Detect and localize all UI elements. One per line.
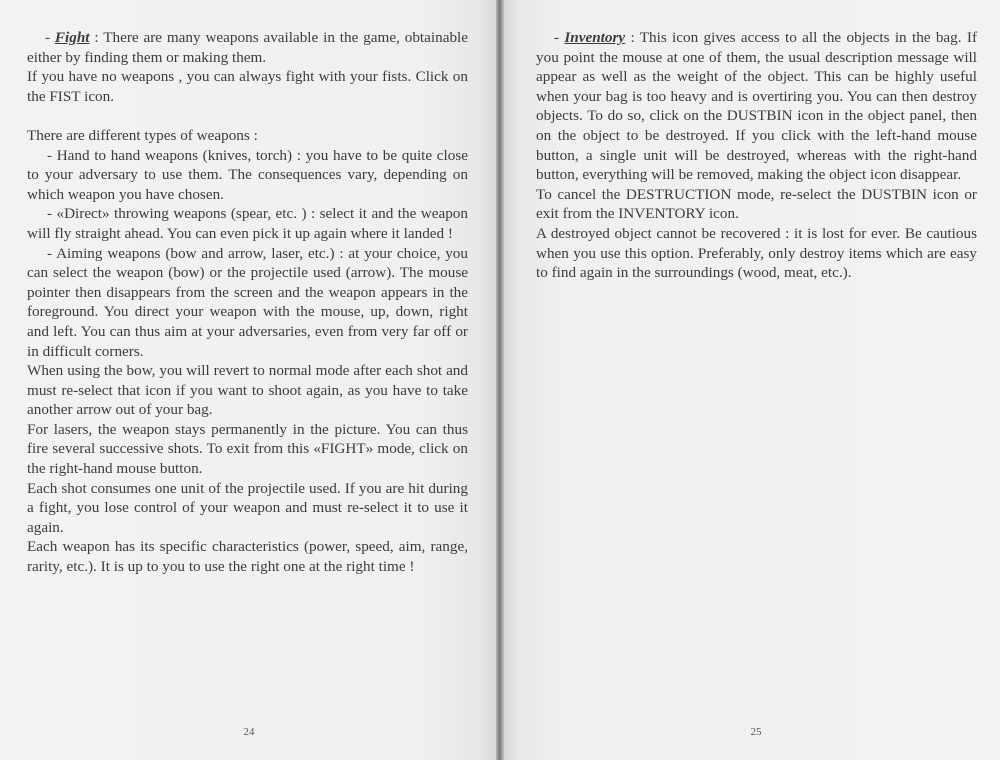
fight-paragraph: [27, 28, 468, 67]
weapon-types-intro: There are different types of weapons :: [27, 126, 258, 144]
paragraph-gap: [27, 106, 468, 126]
hand-weapons-paragraph: - Hand to hand weapons (knives, torch) : you have to be quite close to your adversary to use them. The consequences vary, depending on which weapon you have chosen.: [27, 146, 468, 203]
fight-heading: Fight: [54, 29, 90, 46]
no-weapons-paragraph: If you have no weapons , you can always fight with your fists. Click on the FIST icon.: [27, 68, 468, 105]
book-gutter: [496, 0, 504, 760]
aiming-weapons-paragraph: - Aiming weapons (bow and arrow, laser, etc.) : at your choice, you can select the weapon (bow) or the projectile used (arrow). The mouse pointer then disappears from the screen and the weapon appears in the foreground. You direct your weapon with the mouse, up, down, right and left. You can thus aim at your adversaries, even from very far off or in difficult corners.: [27, 244, 468, 360]
characteristics-paragraph: Each weapon has its specific characteristics (power, speed, aim, range, rarity, etc.). It is up to you to use the right one at the right time !: [27, 538, 468, 576]
right-page-text: [536, 28, 977, 283]
cancel-destruction-paragraph: To cancel the DESTRUCTION mode, re-select the DUSTBIN icon or exit from the INVENTORY icon.: [536, 185, 977, 223]
lasers-paragraph: For lasers, the weapon stays permanently in the picture. You can thus fire several successive shots. To exit from this «FIGHT» mode, click on the right-hand mouse button.: [27, 420, 468, 478]
right-page-number: 25: [750, 726, 762, 738]
bow-paragraph: When using the bow, you will revert to normal mode after each shot and must re-select that icon if you want to shoot again, as you have to take another arrow out of your bag.: [27, 362, 468, 419]
left-page: [0, 0, 496, 760]
fight-dash: -: [45, 29, 55, 46]
left-page-text: [27, 28, 468, 577]
shot-paragraph: Each shot consumes one unit of the projectile used. If you are hit during a fight, you lose control of your weapon and must re-select it to use it again.: [27, 479, 468, 536]
inventory-paragraph: [536, 28, 977, 185]
inventory-heading: Inventory: [564, 29, 626, 46]
destroyed-object-paragraph: A destroyed object cannot be recovered : it is lost for ever. Be cautious when you use this option. Preferably, only destroy items which are easy to find again in the surroundings (wood, meat, etc.).: [536, 224, 977, 282]
left-page-number: 24: [243, 726, 255, 738]
fight-intro-text: : There are many weapons available in the game, obtainable either by finding them or making them.: [27, 29, 468, 66]
inventory-intro-text: : This icon gives access to all the objects in the bag. If you point the mouse at one of them, the usual description message will appear as well as the weight of the object. This can be highly useful when your bag is too heavy and is overtiring you. You can then destroy objects. To do so, click on the DUSTBIN icon in the object panel, then on the object to be destroyed. If you click with the left-hand mouse button, a single unit will be destroyed, whereas with the right-hand button, everything will be removed, making the object icon disappear.: [536, 29, 978, 184]
right-page: [504, 0, 1000, 760]
direct-weapons-paragraph: - «Direct» throwing weapons (spear, etc. ) : select it and the weapon will fly straight ahead. You can even pick it up again where it landed !: [27, 205, 468, 242]
inventory-dash: -: [554, 29, 565, 46]
